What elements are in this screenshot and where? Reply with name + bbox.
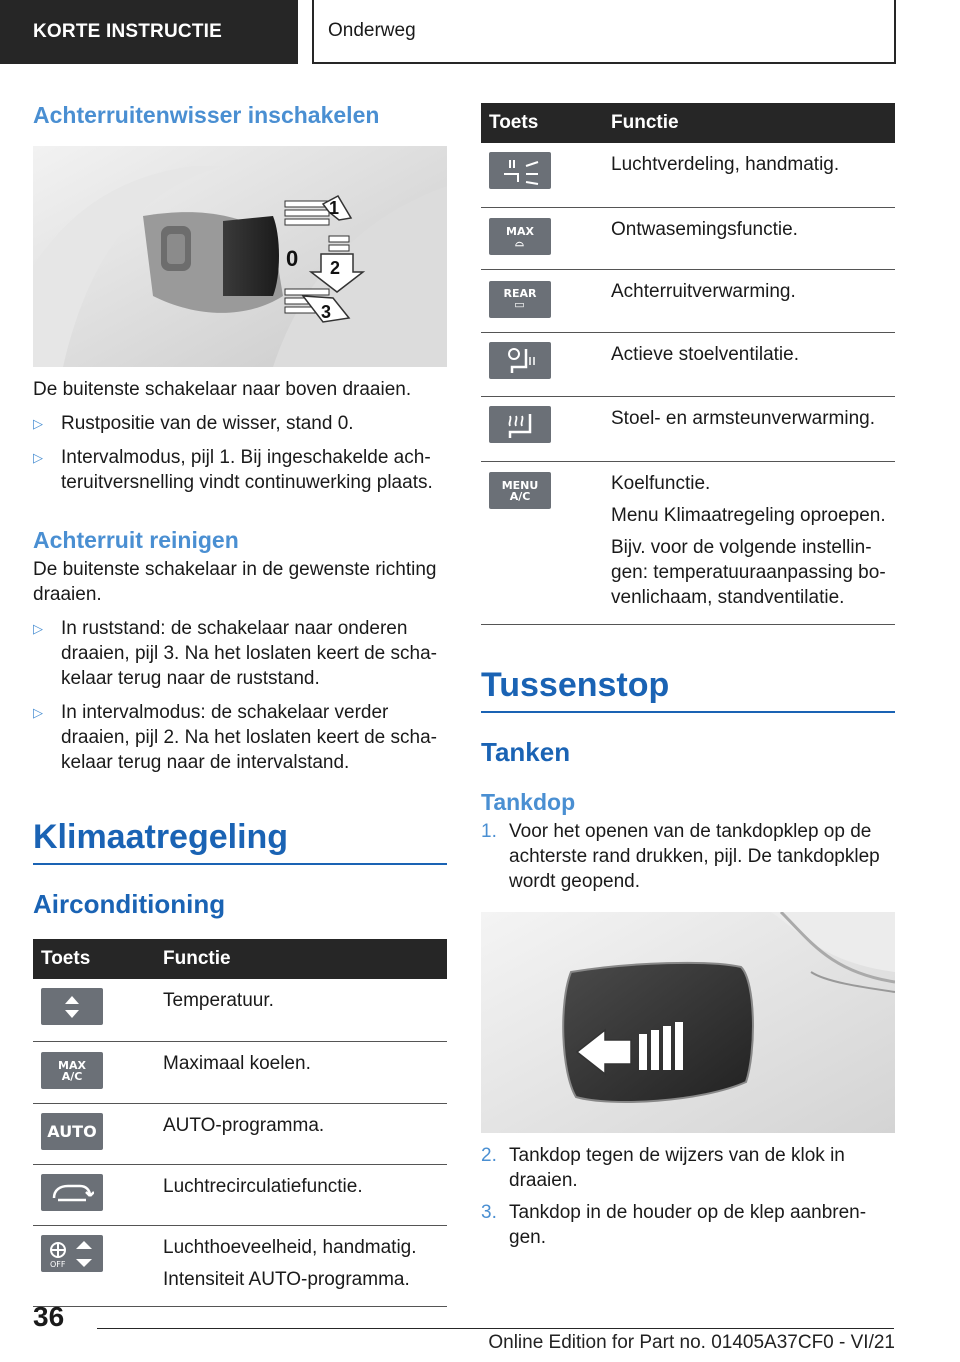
table-row: [481, 270, 895, 333]
temperature-arrows-icon: [41, 988, 103, 1025]
wiper-bullets: [33, 411, 447, 495]
function-text: Koelfunctie.: [611, 472, 711, 494]
seat-ventilation-icon: [489, 342, 551, 379]
wiper-heading: Achterruitenwisser inschakelen: [33, 102, 380, 128]
step-text: Voor het openen van de tankdopklep op de achterste rand drukken, pijl. De tankdopklep wordt geopend.: [509, 820, 880, 892]
list-item-text: Rustpositie van de wisser, stand 0.: [61, 413, 354, 434]
column-header-key: Toets: [481, 103, 603, 143]
function-text: Temperatuur.: [163, 990, 274, 1011]
clean-heading: Achterruit reinigen: [33, 527, 239, 553]
cap-heading: Tankdop: [481, 788, 576, 815]
rear-defrost-icon: REAR ▭: [489, 281, 551, 318]
list-item-text: In intervalmodus: de schakelaar verder draaien, pijl 2. Na het loslaten keert de schakelaar terug naar de intervalstand.: [61, 702, 437, 773]
right-column: [481, 103, 895, 1250]
ac-heading: Airconditioning: [33, 889, 226, 919]
list-item: [481, 819, 895, 894]
table-row: [481, 143, 895, 207]
step-text: Tankdop tegen de wijzers van de klok in draaien.: [509, 1144, 845, 1191]
wiper-label-3: 3: [321, 302, 332, 322]
function-text: Actieve stoelventilatie.: [611, 343, 799, 365]
table-row: [481, 207, 895, 270]
fuel-steps-1: [481, 819, 895, 894]
step-text: Tankdop in de houder op de klep aanbrengen.: [509, 1201, 867, 1248]
table-row: [33, 979, 447, 1041]
list-item: [33, 616, 447, 691]
list-item: [481, 1143, 895, 1193]
function-text: Maximaal koelen.: [163, 1052, 311, 1074]
wiper-stalk-photo: [33, 146, 447, 367]
table-row: [33, 1041, 447, 1104]
table-row: [33, 1104, 447, 1165]
step-number: 3.: [481, 1201, 497, 1223]
table-row: [33, 1165, 447, 1226]
edition-text: Online Edition for Part no. 01405A37CF0 - VI/21: [488, 1332, 895, 1353]
bullet-triangle-icon: ▷: [33, 705, 43, 720]
seat-heating-icon: [489, 406, 551, 443]
function-text: Menu Klimaatregeling oproepen.: [611, 504, 886, 526]
wiper-stalk-illustration: [33, 146, 447, 367]
table-row: [481, 332, 895, 397]
column-header-key: Toets: [33, 939, 155, 979]
climate-heading: Klimaatregeling: [33, 815, 447, 865]
climate-table-continued: [481, 103, 895, 625]
air-recirculation-icon: [41, 1174, 103, 1211]
column-header-function: Functie: [155, 939, 447, 979]
function-text: Luchtverdeling, handmatig.: [611, 154, 840, 175]
step-number: 2.: [481, 1144, 497, 1166]
svg-text:OFF: OFF: [50, 1259, 66, 1269]
clean-bullets: [33, 616, 447, 775]
bullet-triangle-icon: ▷: [33, 621, 43, 636]
auto-icon: AUTO: [41, 1113, 103, 1150]
list-item-text: In ruststand: de schakelaar naar onderen draaien, pijl 3. Na het loslaten keert de schakelaar terug naar de ruststand.: [61, 618, 437, 689]
wiper-label-1: 1: [329, 198, 340, 218]
page-number: 36: [33, 1301, 65, 1332]
fuel-steps-2: [481, 1143, 895, 1250]
stop-heading: Tussenstop: [481, 663, 895, 713]
section-tab: KORTE INSTRUCTIE: [0, 0, 298, 64]
menu-ac-icon: MENU A/C: [489, 472, 551, 509]
list-item-text: Intervalmodus, pijl 1. Bij ingeschakelde achteruitversnelling vindt continuwerking plaats.: [61, 447, 433, 493]
fuel-heading: Tanken: [481, 736, 571, 767]
wiper-label-2: 2: [330, 258, 341, 278]
footer-divider: [97, 1328, 894, 1329]
ac-table: [33, 939, 447, 1307]
bullet-triangle-icon: ▷: [33, 450, 43, 465]
function-text: Bijv. voor de volgende instellingen: temperatuuraanpassing bovenlichaam, standventilatie.: [611, 536, 886, 608]
chapter-tab: Onderweg: [312, 0, 896, 64]
function-text: Stoel- en armsteunverwarming.: [611, 408, 875, 429]
list-item: [33, 700, 447, 775]
function-text: Luchtrecirculatiefunctie.: [163, 1176, 363, 1197]
bullet-triangle-icon: ▷: [33, 416, 43, 431]
table-row: [33, 1226, 447, 1307]
left-column: [33, 100, 447, 1307]
list-item: [33, 445, 447, 495]
function-text: Luchthoeveelheid, handmatig.: [163, 1237, 417, 1258]
list-item: [481, 1200, 895, 1250]
wiper-label-0: 0: [286, 246, 299, 271]
step-number: 1.: [481, 820, 497, 842]
function-text: Intensiteit AUTO-programma.: [163, 1269, 410, 1290]
function-text: Achterruitverwarming.: [611, 281, 796, 302]
air-distribution-icon: [489, 152, 551, 189]
max-ac-icon: MAX A/C: [41, 1052, 103, 1089]
table-row: [481, 397, 895, 462]
column-header-function: Functie: [603, 103, 895, 143]
fuel-flap-photo: [481, 912, 895, 1133]
clean-intro: De buitenste schakelaar in de gewenste richting draaien.: [33, 559, 437, 605]
table-row: [481, 461, 895, 624]
function-text: AUTO-programma.: [163, 1115, 325, 1136]
wiper-intro: De buitenste schakelaar naar boven draaien.: [33, 379, 412, 400]
list-item: [33, 411, 447, 436]
fuel-flap-illustration: [481, 912, 895, 1133]
function-text: Ontwasemingsfunctie.: [611, 218, 798, 240]
fan-off-arrows-icon: [41, 1235, 103, 1272]
max-defrost-icon: MAX ⌓: [489, 218, 551, 255]
